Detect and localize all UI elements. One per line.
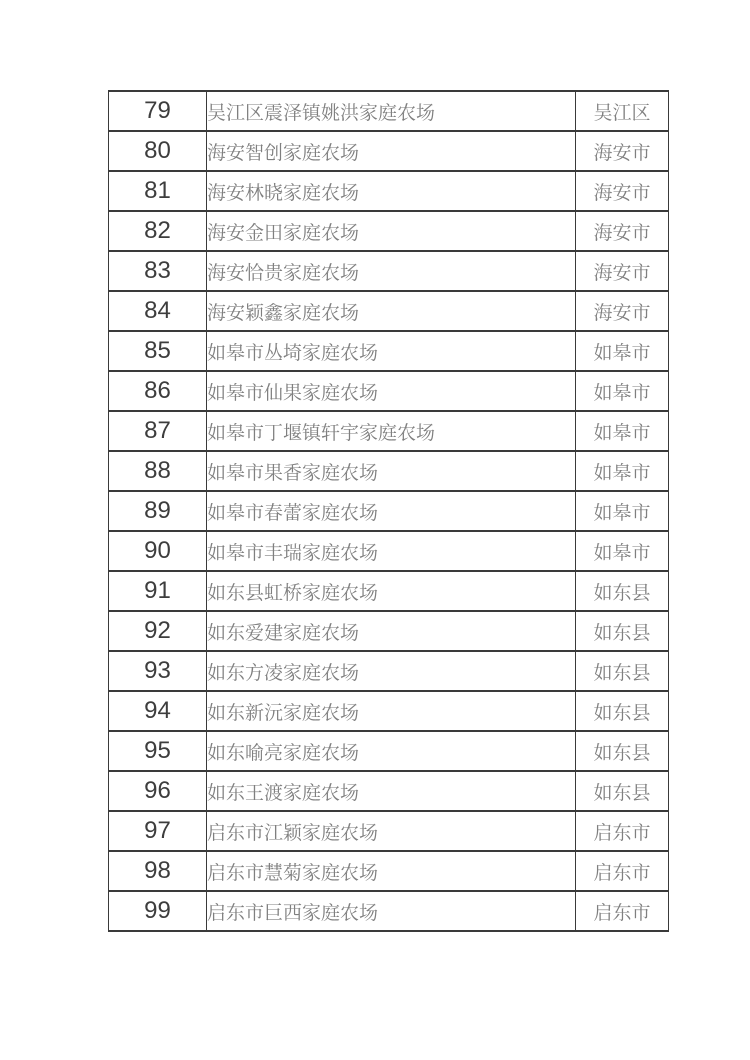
table-row	[109, 851, 669, 891]
row-number-cell: 91	[109, 571, 207, 611]
row-number-cell: 83	[109, 251, 207, 291]
table-row	[109, 331, 669, 371]
region-cell: 启东市	[576, 851, 669, 891]
row-number-cell: 79	[109, 91, 207, 131]
row-number-cell: 81	[109, 171, 207, 211]
region-cell: 如东县	[576, 571, 669, 611]
farm-name-cell: 如东王渡家庭农场	[207, 771, 576, 811]
table-row	[109, 171, 669, 211]
row-number-cell: 89	[109, 491, 207, 531]
row-number-cell: 85	[109, 331, 207, 371]
row-number-cell: 98	[109, 851, 207, 891]
row-number-cell: 92	[109, 611, 207, 651]
row-number-cell: 88	[109, 451, 207, 491]
region-cell: 如东县	[576, 771, 669, 811]
row-number-cell: 87	[109, 411, 207, 451]
table-row	[109, 691, 669, 731]
region-cell: 如东县	[576, 611, 669, 651]
region-cell: 如皋市	[576, 451, 669, 491]
region-cell: 如东县	[576, 651, 669, 691]
farm-name-cell: 启东市慧菊家庭农场	[207, 851, 576, 891]
table-row	[109, 411, 669, 451]
farm-name-cell: 海安金田家庭农场	[207, 211, 576, 251]
row-number-cell: 80	[109, 131, 207, 171]
region-cell: 启东市	[576, 811, 669, 851]
table-row	[109, 291, 669, 331]
region-cell: 如皋市	[576, 531, 669, 571]
table-row	[109, 131, 669, 171]
table-row	[109, 91, 669, 131]
farm-name-cell: 如皋市丰瑞家庭农场	[207, 531, 576, 571]
region-cell: 如东县	[576, 731, 669, 771]
table-row	[109, 811, 669, 851]
row-number-cell: 84	[109, 291, 207, 331]
table-row	[109, 651, 669, 691]
region-cell: 如皋市	[576, 371, 669, 411]
region-cell: 海安市	[576, 131, 669, 171]
region-cell: 启东市	[576, 891, 669, 931]
region-cell: 如东县	[576, 691, 669, 731]
farm-name-cell: 如东新沅家庭农场	[207, 691, 576, 731]
farm-name-cell: 海安智创家庭农场	[207, 131, 576, 171]
farm-name-cell: 如东县虹桥家庭农场	[207, 571, 576, 611]
farm-name-cell: 启东市江颖家庭农场	[207, 811, 576, 851]
farm-name-cell: 海安恰贵家庭农场	[207, 251, 576, 291]
region-cell: 海安市	[576, 291, 669, 331]
table-row	[109, 531, 669, 571]
row-number-cell: 96	[109, 771, 207, 811]
row-number-cell: 82	[109, 211, 207, 251]
region-cell: 如皋市	[576, 411, 669, 451]
farm-name-cell: 如皋市果香家庭农场	[207, 451, 576, 491]
table-row	[109, 251, 669, 291]
row-number-cell: 99	[109, 891, 207, 931]
table-row	[109, 891, 669, 931]
farm-table-body	[109, 91, 669, 931]
table-row	[109, 611, 669, 651]
table-row	[109, 491, 669, 531]
farm-name-cell: 启东市巨西家庭农场	[207, 891, 576, 931]
row-number-cell: 97	[109, 811, 207, 851]
region-cell: 海安市	[576, 211, 669, 251]
row-number-cell: 95	[109, 731, 207, 771]
region-cell: 吴江区	[576, 91, 669, 131]
farm-name-cell: 如东方凌家庭农场	[207, 651, 576, 691]
farm-name-cell: 海安颖鑫家庭农场	[207, 291, 576, 331]
region-cell: 如皋市	[576, 331, 669, 371]
farm-name-cell: 如皋市春蕾家庭农场	[207, 491, 576, 531]
farm-name-cell: 如皋市仙果家庭农场	[207, 371, 576, 411]
region-cell: 如皋市	[576, 491, 669, 531]
farm-name-cell: 海安林晓家庭农场	[207, 171, 576, 211]
table-row	[109, 731, 669, 771]
farm-name-cell: 如皋市丁堰镇轩宇家庭农场	[207, 411, 576, 451]
row-number-cell: 93	[109, 651, 207, 691]
farm-name-cell: 如皋市丛埼家庭农场	[207, 331, 576, 371]
region-cell: 海安市	[576, 171, 669, 211]
table-row	[109, 211, 669, 251]
row-number-cell: 94	[109, 691, 207, 731]
farm-name-cell: 如东爱建家庭农场	[207, 611, 576, 651]
table-row	[109, 451, 669, 491]
farm-name-cell: 如东喻亮家庭农场	[207, 731, 576, 771]
farm-name-cell: 吴江区震泽镇姚洪家庭农场	[207, 91, 576, 131]
table-row	[109, 371, 669, 411]
table-row	[109, 771, 669, 811]
region-cell: 海安市	[576, 251, 669, 291]
farm-list-table	[108, 90, 669, 932]
row-number-cell: 90	[109, 531, 207, 571]
row-number-cell: 86	[109, 371, 207, 411]
table-row	[109, 571, 669, 611]
